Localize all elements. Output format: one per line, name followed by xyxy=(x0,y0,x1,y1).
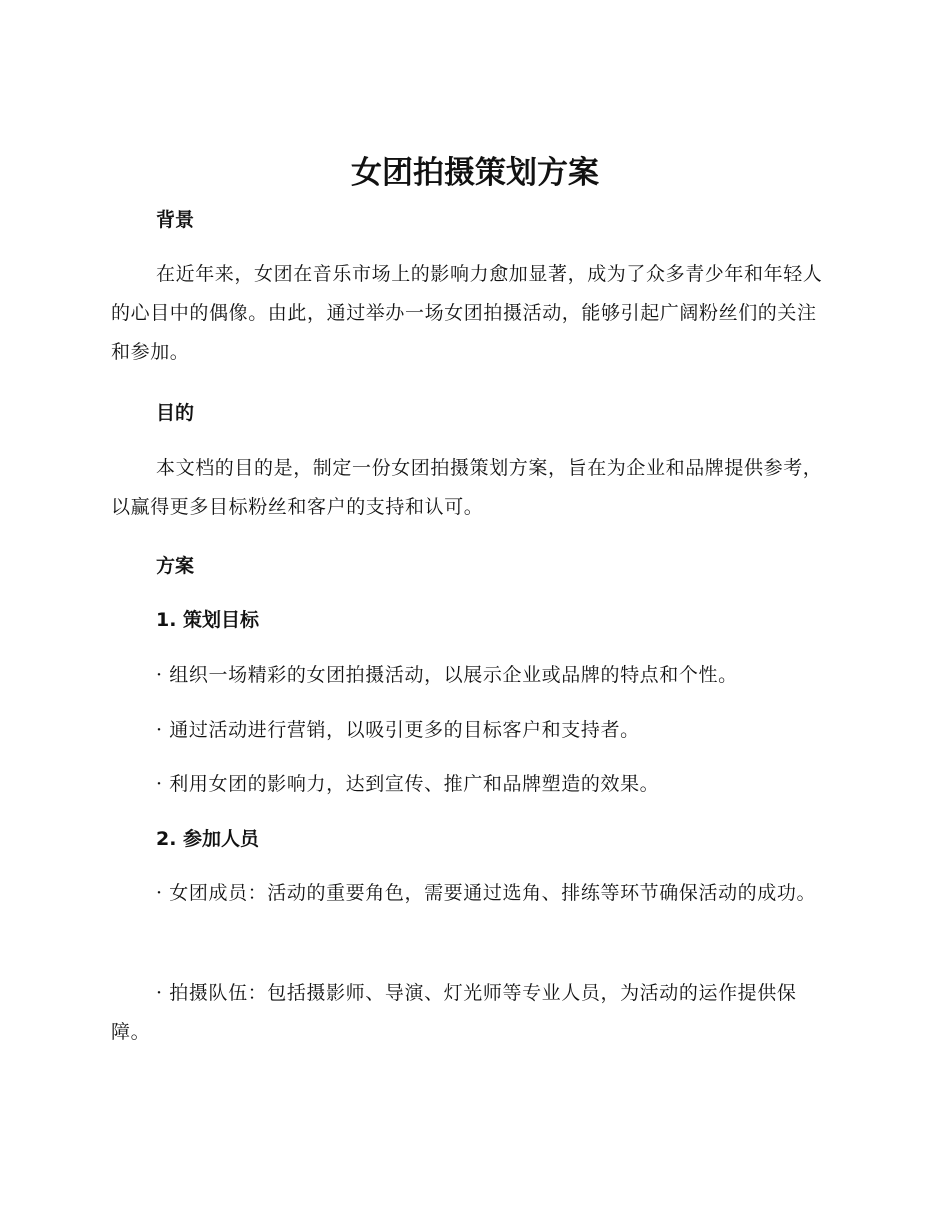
list-item: · 通过活动进行营销，以吸引更多的目标客户和支持者。 xyxy=(156,719,640,741)
heading-plan: 方案 xyxy=(156,555,195,577)
paragraph-purpose: 本文档的目的是，制定一份女团拍摄策划方案，旨在为企业和品牌提供参考，以赢得更多目标粉丝和客户的支持和认可。 xyxy=(111,457,823,518)
list-item: · 拍摄队伍：包括摄影师、导演、灯光师等专业人员，为活动的运作提供保障。 xyxy=(111,982,797,1043)
list-item: · 女团成员：活动的重要角色，需要通过选角、排练等环节确保活动的成功。 xyxy=(156,882,817,904)
heading-section-2: 2. 参加人员 xyxy=(156,828,260,850)
list-item: · 组织一场精彩的女团拍摄活动，以展示企业或品牌的特点和个性。 xyxy=(156,664,738,686)
document-title: 女团拍摄策划方案 xyxy=(351,155,599,191)
heading-section-1: 1. 策划目标 xyxy=(156,609,260,631)
list-item: · 利用女团的影响力，达到宣传、推广和品牌塑造的效果。 xyxy=(156,773,660,795)
paragraph-background: 在近年来，女团在音乐市场上的影响力愈加显著，成为了众多青少年和年轻人的心目中的偶像。由此，通过举办一场女团拍摄活动，能够引起广阔粉丝们的关注和参加。 xyxy=(111,263,823,363)
heading-purpose: 目的 xyxy=(156,402,195,424)
heading-background: 背景 xyxy=(156,209,195,231)
